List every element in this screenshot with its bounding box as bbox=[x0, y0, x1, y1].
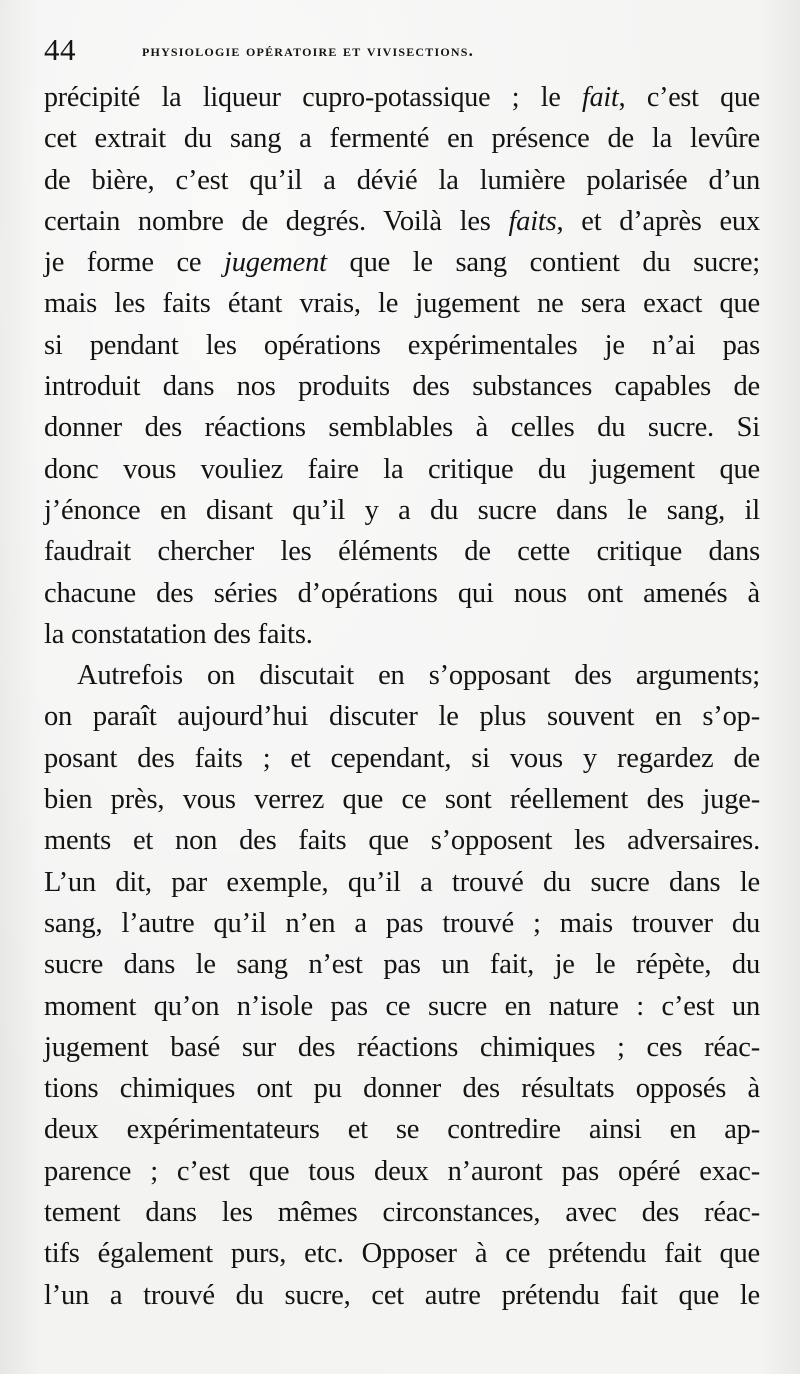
text-line bbox=[44, 283, 760, 324]
running-head bbox=[44, 30, 764, 70]
text-line bbox=[44, 1151, 760, 1192]
text-run: sucre dans le sang n’est pas un fait, je le répète, du bbox=[44, 949, 760, 981]
page-number: 44 bbox=[44, 32, 76, 67]
text-run: la constatation des faits. bbox=[44, 618, 313, 650]
text-line bbox=[44, 118, 760, 159]
text-run: sang, l’autre qu’il n’en a pas trouvé ; mais trouver du bbox=[44, 907, 760, 939]
text-run: certain nombre de degrés. Voilà les bbox=[44, 205, 509, 237]
text-line bbox=[44, 407, 760, 448]
text-line bbox=[44, 820, 760, 861]
text-line bbox=[44, 738, 760, 779]
text-run: ments et non des faits que s’opposent les adversaires. bbox=[44, 825, 760, 857]
text-run: je forme ce bbox=[44, 247, 225, 279]
text-run: L’un dit, par exemple, qu’il a trouvé du sucre dans le bbox=[44, 866, 760, 898]
text-line bbox=[44, 490, 760, 531]
text-line bbox=[44, 862, 760, 903]
text-line bbox=[44, 573, 760, 614]
text-line bbox=[44, 160, 760, 201]
text-line bbox=[44, 449, 760, 490]
text-line bbox=[44, 531, 760, 572]
italic-term: faits bbox=[508, 205, 557, 237]
text-run: Autrefois on discutait en s’opposant des arguments; bbox=[77, 660, 760, 692]
text-run: parence ; c’est que tous deux n’auront pas opéré exac- bbox=[44, 1155, 760, 1187]
text-run: , c’est que bbox=[618, 82, 760, 113]
text-line bbox=[44, 655, 760, 696]
text-line bbox=[44, 366, 760, 407]
text-run: cet extrait du sang a fermenté en présence de la levûre bbox=[44, 123, 760, 155]
text-line bbox=[44, 614, 760, 655]
italic-term: jugement bbox=[224, 247, 327, 279]
text-run: posant des faits ; et cependant, si vous y regardez de bbox=[44, 742, 760, 774]
text-run: tions chimiques ont pu donner des résultats opposés à bbox=[44, 1073, 760, 1105]
text-run: bien près, vous verrez que ce sont réellement des juge- bbox=[44, 784, 760, 816]
text-line bbox=[44, 201, 760, 242]
text-line bbox=[44, 1233, 760, 1274]
text-run: donc vous vouliez faire la critique du jugement que bbox=[44, 453, 760, 485]
text-line bbox=[44, 1192, 760, 1233]
text-run: que le sang contient du sucre; bbox=[326, 247, 760, 279]
text-run: chacune des séries d’opérations qui nous ont amenés à bbox=[44, 577, 760, 609]
text-run: moment qu’on n’isole pas ce sucre en nature : c’est un bbox=[44, 990, 760, 1022]
text-line bbox=[44, 779, 760, 820]
text-run: tifs également purs, etc. Opposer à ce prétendu fait que bbox=[44, 1238, 760, 1270]
text-line bbox=[44, 903, 760, 944]
text-line bbox=[44, 77, 760, 118]
text-run: faudrait chercher les éléments de cette critique dans bbox=[44, 536, 760, 568]
text-line bbox=[44, 1109, 760, 1150]
text-run: donner des réactions semblables à celles du sucre. Si bbox=[44, 412, 760, 444]
text-run: on paraît aujourd’hui discuter le plus souvent en s’op- bbox=[44, 701, 760, 733]
text-run: si pendant les opérations expérimentales je n’ai pas bbox=[44, 329, 760, 361]
text-run: tement dans les mêmes circonstances, avec des réac- bbox=[44, 1197, 760, 1229]
text-line bbox=[44, 696, 760, 737]
running-title: physiologie opératoire et vivisections. bbox=[142, 41, 475, 60]
text-run: , et d’après eux bbox=[556, 205, 760, 237]
text-line bbox=[44, 242, 760, 283]
text-line bbox=[44, 944, 760, 985]
text-line bbox=[44, 325, 760, 366]
text-run: mais les faits étant vrais, le jugement ne sera exact que bbox=[44, 288, 760, 320]
text-line bbox=[44, 1068, 760, 1109]
text-line bbox=[44, 1027, 760, 1068]
text-run: jugement basé sur des réactions chimiques ; ces réac- bbox=[44, 1031, 760, 1063]
italic-term: fait bbox=[582, 82, 619, 113]
text-line bbox=[44, 1275, 760, 1316]
text-run: de bière, c’est qu’il a dévié la lumière polarisée d’un bbox=[44, 164, 760, 196]
text-run: deux expérimentateurs et se contredire ainsi en ap- bbox=[44, 1114, 760, 1146]
text-run: j’énonce en disant qu’il y a du sucre dans le sang, il bbox=[44, 494, 760, 526]
text-run: précipité la liqueur cupro-potassique ; le bbox=[44, 82, 583, 113]
text-run: l’un a trouvé du sucre, cet autre prétendu fait que le bbox=[44, 1279, 760, 1311]
text-run: introduit dans nos produits des substances capables de bbox=[44, 371, 760, 403]
text-line bbox=[44, 986, 760, 1027]
body-text bbox=[44, 77, 760, 1316]
